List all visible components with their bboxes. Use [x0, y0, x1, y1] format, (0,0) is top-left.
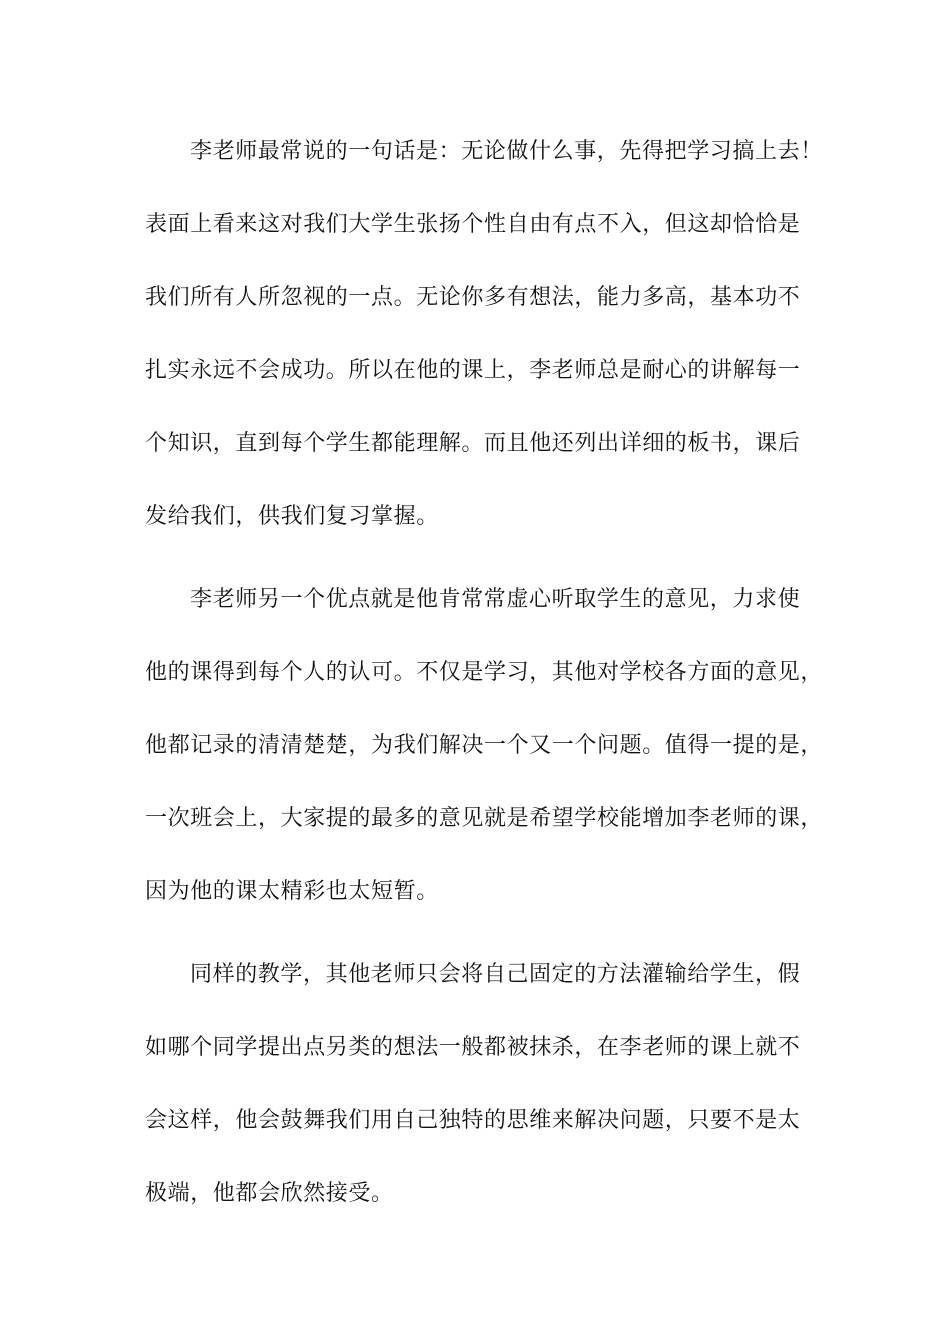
- text-line: 极端，他都会欣然接受。: [145, 1181, 394, 1206]
- paragraph-1-line-3: [0, 278, 950, 318]
- paragraph-2-line-1: [0, 580, 950, 620]
- paragraph-2-line-3: [0, 726, 950, 766]
- paragraph-1-line-1: [0, 132, 950, 172]
- text-line: 他的课得到每个人的认可。不仅是学习，其他对学校各方面的意见，: [145, 660, 824, 685]
- paragraph-3-line-3: [0, 1101, 950, 1141]
- paragraph-1-line-6: [0, 497, 950, 537]
- text-line: 发给我们，供我们复习掌握。: [145, 504, 439, 529]
- paragraph-1-line-4: [0, 351, 950, 391]
- paragraph-1-line-5: [0, 424, 950, 464]
- text-line: 扎实永远不会成功。所以在他的课上，李老师总是耐心的讲解每一: [145, 358, 801, 383]
- text-line: 同样的教学，其他老师只会将自己固定的方法灌输给学生，假: [190, 962, 801, 987]
- text-line: 个知识，直到每个学生都能理解。而且他还列出详细的板书，课后: [145, 431, 801, 456]
- paragraph-3-line-2: [0, 1028, 950, 1068]
- text-line: 如哪个同学提出点另类的想法一般都被抹杀，在李老师的课上就不: [145, 1035, 801, 1060]
- paragraph-2-line-5: [0, 872, 950, 912]
- paragraph-3-line-4: [0, 1174, 950, 1214]
- text-line: 李老师最常说的一句话是：无论做什么事，先得把学习搞上去！: [190, 139, 823, 164]
- text-line: 因为他的课太精彩也太短暂。: [145, 879, 439, 904]
- paragraph-2-line-2: [0, 653, 950, 693]
- text-line: 一次班会上，大家提的最多的意见就是希望学校能增加李老师的课，: [145, 806, 824, 831]
- paragraph-2-line-4: [0, 799, 950, 839]
- paragraph-3-line-1: [0, 955, 950, 995]
- paragraph-1-line-2: [0, 205, 950, 245]
- text-line: 李老师另一个优点就是他肯常常虚心听取学生的意见，力求使: [190, 587, 801, 612]
- text-line: 他都记录的清清楚楚，为我们解决一个又一个问题。值得一提的是，: [145, 733, 824, 758]
- text-line: 会这样，他会鼓舞我们用自己独特的思维来解决问题，只要不是太: [145, 1108, 801, 1133]
- text-line: 我们所有人所忽视的一点。无论你多有想法，能力多高，基本功不: [145, 285, 801, 310]
- text-line: 表面上看来这对我们大学生张扬个性自由有点不入，但这却恰恰是: [145, 212, 801, 237]
